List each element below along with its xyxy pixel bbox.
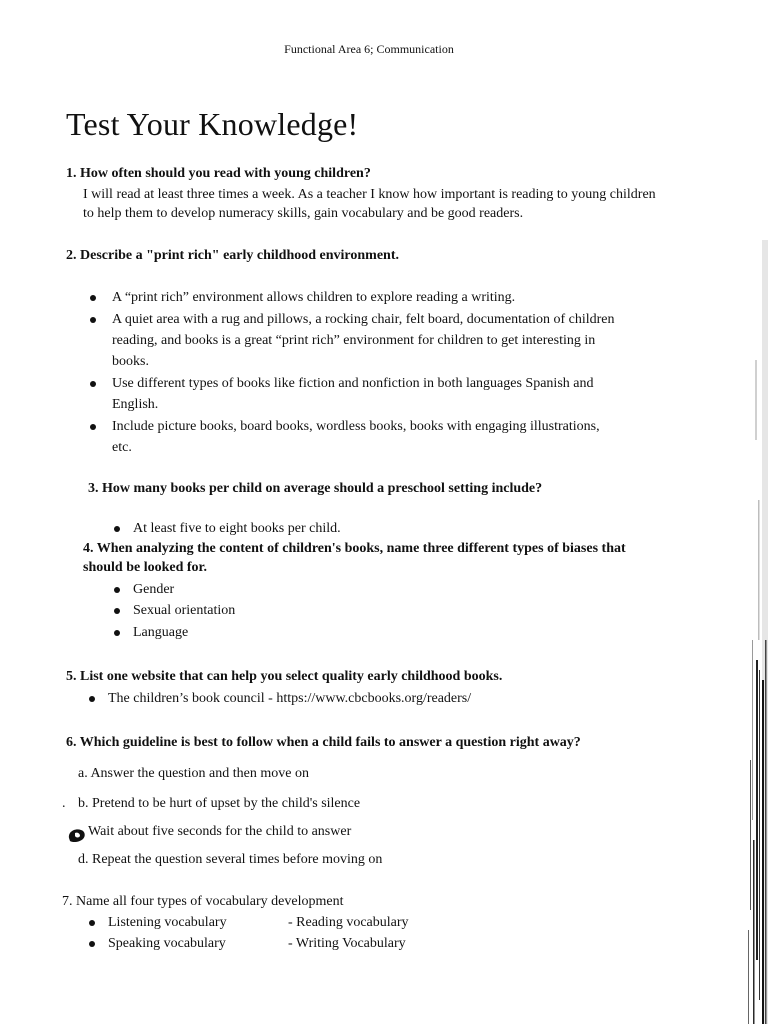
question-2: 2. Describe a "print rich" early childhood environment. xyxy=(66,248,399,263)
q2-bullet-2-line-3: books. xyxy=(112,354,149,369)
bullet-icon xyxy=(114,587,120,593)
q2-bullet-4-line-2: etc. xyxy=(112,440,132,455)
q5-bullet: The children’s book council - https://www.cbcbooks.org/readers/ xyxy=(108,691,472,706)
bullet-icon xyxy=(114,608,120,614)
q3-bullet: At least five to eight books per child. xyxy=(133,521,341,536)
bullet-icon xyxy=(89,941,95,947)
q2-bullet-2-line-1: A quiet area with a rug and pillows, a rocking chair, felt board, documentation of children xyxy=(112,312,615,327)
bullet-icon xyxy=(90,381,96,387)
bullet-icon xyxy=(89,696,95,702)
question-7: 7. Name all four types of vocabulary development xyxy=(62,894,344,909)
answer-1-line-2: to help them to develop numeracy skills, gain vocabulary and be good readers. xyxy=(83,206,524,221)
question-4-line-1: 4. When analyzing the content of children's books, name three different types of biases that xyxy=(83,541,626,556)
question-5: 5. List one website that can help you select quality early childhood books. xyxy=(66,669,503,684)
q6-option-c: Wait about five seconds for the child to answer xyxy=(88,824,352,839)
q2-bullet-4-line-1: Include picture books, board books, wordless books, books with engaging illustrations, xyxy=(112,419,600,434)
page-title: Test Your Knowledge! xyxy=(66,106,359,142)
q7-item-reading: - Reading vocabulary xyxy=(288,915,409,930)
q4-bullet-3: Language xyxy=(133,625,189,640)
question-6: 6. Which guideline is best to follow when a child fails to answer a question right away? xyxy=(66,735,581,750)
q6-option-a: a. Answer the question and then move on xyxy=(78,766,309,781)
question-1: 1. How often should you read with young children? xyxy=(66,166,371,181)
q7-item-writing: - Writing Vocabulary xyxy=(288,936,406,951)
question-3: 3. How many books per child on average should a preschool setting include? xyxy=(88,481,543,496)
q7-item-listening: Listening vocabulary xyxy=(108,915,227,930)
scan-edge-artifact xyxy=(728,240,768,1024)
page-header: Functional Area 6; Communication xyxy=(284,42,454,56)
bullet-icon xyxy=(90,424,96,430)
q2-bullet-3-line-2: English. xyxy=(112,397,159,412)
bullet-icon xyxy=(114,630,120,636)
q4-bullet-2: Sexual orientation xyxy=(133,603,236,618)
bullet-icon xyxy=(90,317,96,323)
stray-mark: . xyxy=(62,796,66,811)
circled-answer-mark-icon xyxy=(66,826,90,846)
bullet-icon xyxy=(114,526,120,532)
q6-option-b: b. Pretend to be hurt of upset by the child's silence xyxy=(78,796,361,811)
q6-option-d: d. Repeat the question several times before moving on xyxy=(78,852,383,867)
q4-bullet-1: Gender xyxy=(133,582,175,597)
bullet-icon xyxy=(90,295,96,301)
q2-bullet-3-line-1: Use different types of books like fiction and nonfiction in both languages Spanish and xyxy=(112,376,594,391)
question-4-line-2: should be looked for. xyxy=(83,560,207,575)
bullet-icon xyxy=(89,920,95,926)
q2-bullet-2-line-2: reading, and books is a great “print rich” environment for children to get interesting in xyxy=(112,333,596,348)
answer-1-line-1: I will read at least three times a week. As a teacher I know how important is reading to young children xyxy=(83,187,656,202)
q2-bullet-1: A “print rich” environment allows children to explore reading a writing. xyxy=(112,290,516,305)
q7-item-speaking: Speaking vocabulary xyxy=(108,936,226,951)
